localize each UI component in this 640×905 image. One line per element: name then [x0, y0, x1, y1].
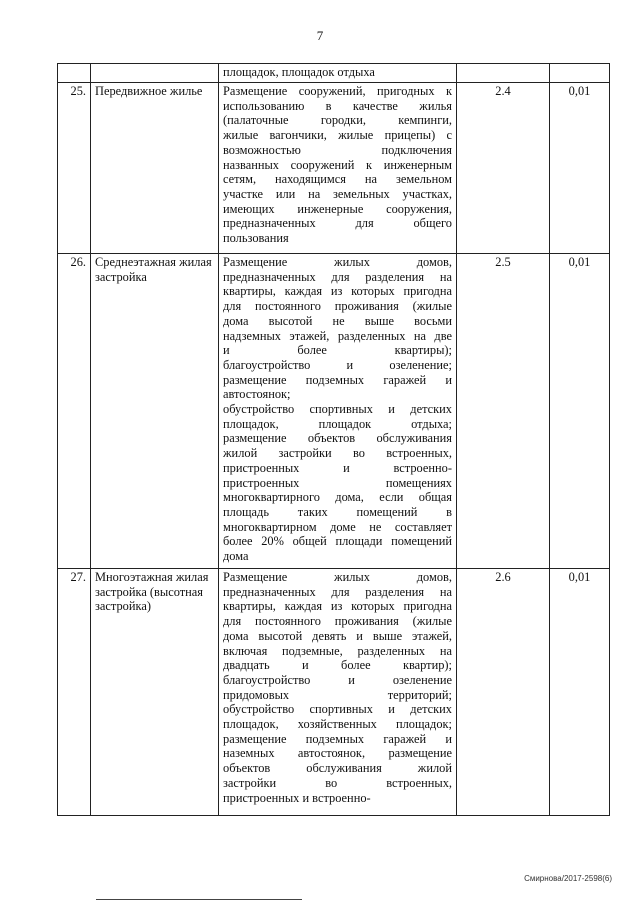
description-line: благоустройство и озеленение; [223, 357, 452, 372]
land-use-table [57, 63, 610, 816]
table-row [58, 569, 610, 816]
description-line: двадцать и более квартир); [223, 658, 452, 673]
use-description [219, 83, 457, 254]
description-line: размещение подземных гаражей и [223, 372, 452, 387]
use-description [219, 569, 457, 816]
description-line: возможностью подключения [223, 142, 452, 157]
description-line: и более квартиры); [223, 343, 452, 358]
description-line: обустройство спортивных и детских [223, 702, 452, 717]
table-row [58, 254, 610, 569]
description-line: многоквартирном доме не составляет [223, 519, 452, 534]
use-code: 2.4 [457, 83, 550, 254]
description-line: (палаточные городки, кемпинги, [223, 113, 452, 128]
description-line: размещение подземных гаражей и [223, 731, 452, 746]
use-code: 2.5 [457, 254, 550, 569]
description-line: квартиры, каждая из которых пригодна [223, 284, 452, 299]
use-description [219, 254, 457, 569]
description-line: пользования [223, 231, 289, 246]
use-ratio: 0,01 [550, 83, 610, 254]
use-type-name: Передвижное жилье [91, 83, 219, 254]
description-line: жилые вагончики, жилые прицепы) с [223, 128, 452, 143]
description-line: пристроенных помещениях [223, 475, 452, 490]
use-type-name: Среднеэтажная жилая застройка [91, 254, 219, 569]
row-number: 26. [58, 254, 91, 569]
cell-name [91, 64, 219, 83]
description-line: застройки во встроенных, [223, 775, 452, 790]
description-line: более 20% общей площади помещений [223, 534, 452, 549]
description-line: предназначенных для общего [223, 216, 452, 231]
description-line: наземных автостоянок, размещение [223, 746, 452, 761]
cell-num [58, 64, 91, 83]
description-line: Размещение жилых домов, [223, 255, 452, 269]
description-line: объектов обслуживания жилой [223, 761, 452, 776]
description-line: Размещение сооружений, пригодных к [223, 84, 452, 98]
cell-ratio [550, 64, 610, 83]
table-row [58, 83, 610, 254]
use-type-name: Многоэтажная жилая застройка (высотная застройка) [91, 569, 219, 816]
description-line: Размещение жилых домов, [223, 570, 452, 584]
description-line: жилой застройки во встроенных, [223, 446, 452, 461]
description-line: имеющих инженерные сооружения, [223, 201, 452, 216]
description-line: надземных этажей, разделенных на две [223, 328, 452, 343]
description-line: сетям, находящимся на земельном [223, 172, 452, 187]
description-line: участке или на земельных участках, [223, 186, 452, 201]
description-line: использованию в качестве жилья [223, 98, 452, 113]
description-line: площадь таких помещений в [223, 504, 452, 519]
description-line: квартиры, каждая из которых пригодна [223, 599, 452, 614]
description-line: предназначенных для разделения на [223, 584, 452, 599]
description-line: пристроенных и встроенно- [223, 460, 452, 475]
description-line: придомовых территорий; [223, 687, 452, 702]
description-line: площадок, площадок отдыха; [223, 416, 452, 431]
row-number: 27. [58, 569, 91, 816]
footer-divider [96, 899, 302, 900]
description-line: размещение объектов обслуживания [223, 431, 452, 446]
cell-code [457, 64, 550, 83]
description-line: дома высотой девять и выше этажей, [223, 628, 452, 643]
description-line: многоквартирного дома, если общая [223, 490, 452, 505]
description-line: пристроенных и встроенно- [223, 790, 371, 805]
use-code: 2.6 [457, 569, 550, 816]
description-line: автостоянок; [223, 387, 291, 402]
use-ratio: 0,01 [550, 254, 610, 569]
cell-description [219, 64, 457, 83]
page-number: 7 [316, 28, 324, 43]
description-line: предназначенных для разделения на [223, 269, 452, 284]
description-line: для постоянного проживания (жилые [223, 614, 452, 629]
description-line: для постоянного проживания (жилые [223, 299, 452, 314]
table-row-continuation [58, 64, 610, 83]
description-line: включая подземные, разделенных на [223, 643, 452, 658]
description-line: дома высотой не выше восьми [223, 313, 452, 328]
document-reference-code: Смирнова/2017-2598(6) [524, 874, 612, 883]
description-line: дома [223, 549, 249, 564]
description-line: площадок, хозяйственных площадок; [223, 717, 452, 732]
description-line: благоустройство и озеленение [223, 672, 452, 687]
row-number: 25. [58, 83, 91, 254]
use-ratio: 0,01 [550, 569, 610, 816]
description-text: площадок, площадок отдыха [223, 65, 375, 79]
description-line: обустройство спортивных и детских [223, 402, 452, 417]
description-line: названных сооружений к инженерным [223, 157, 452, 172]
